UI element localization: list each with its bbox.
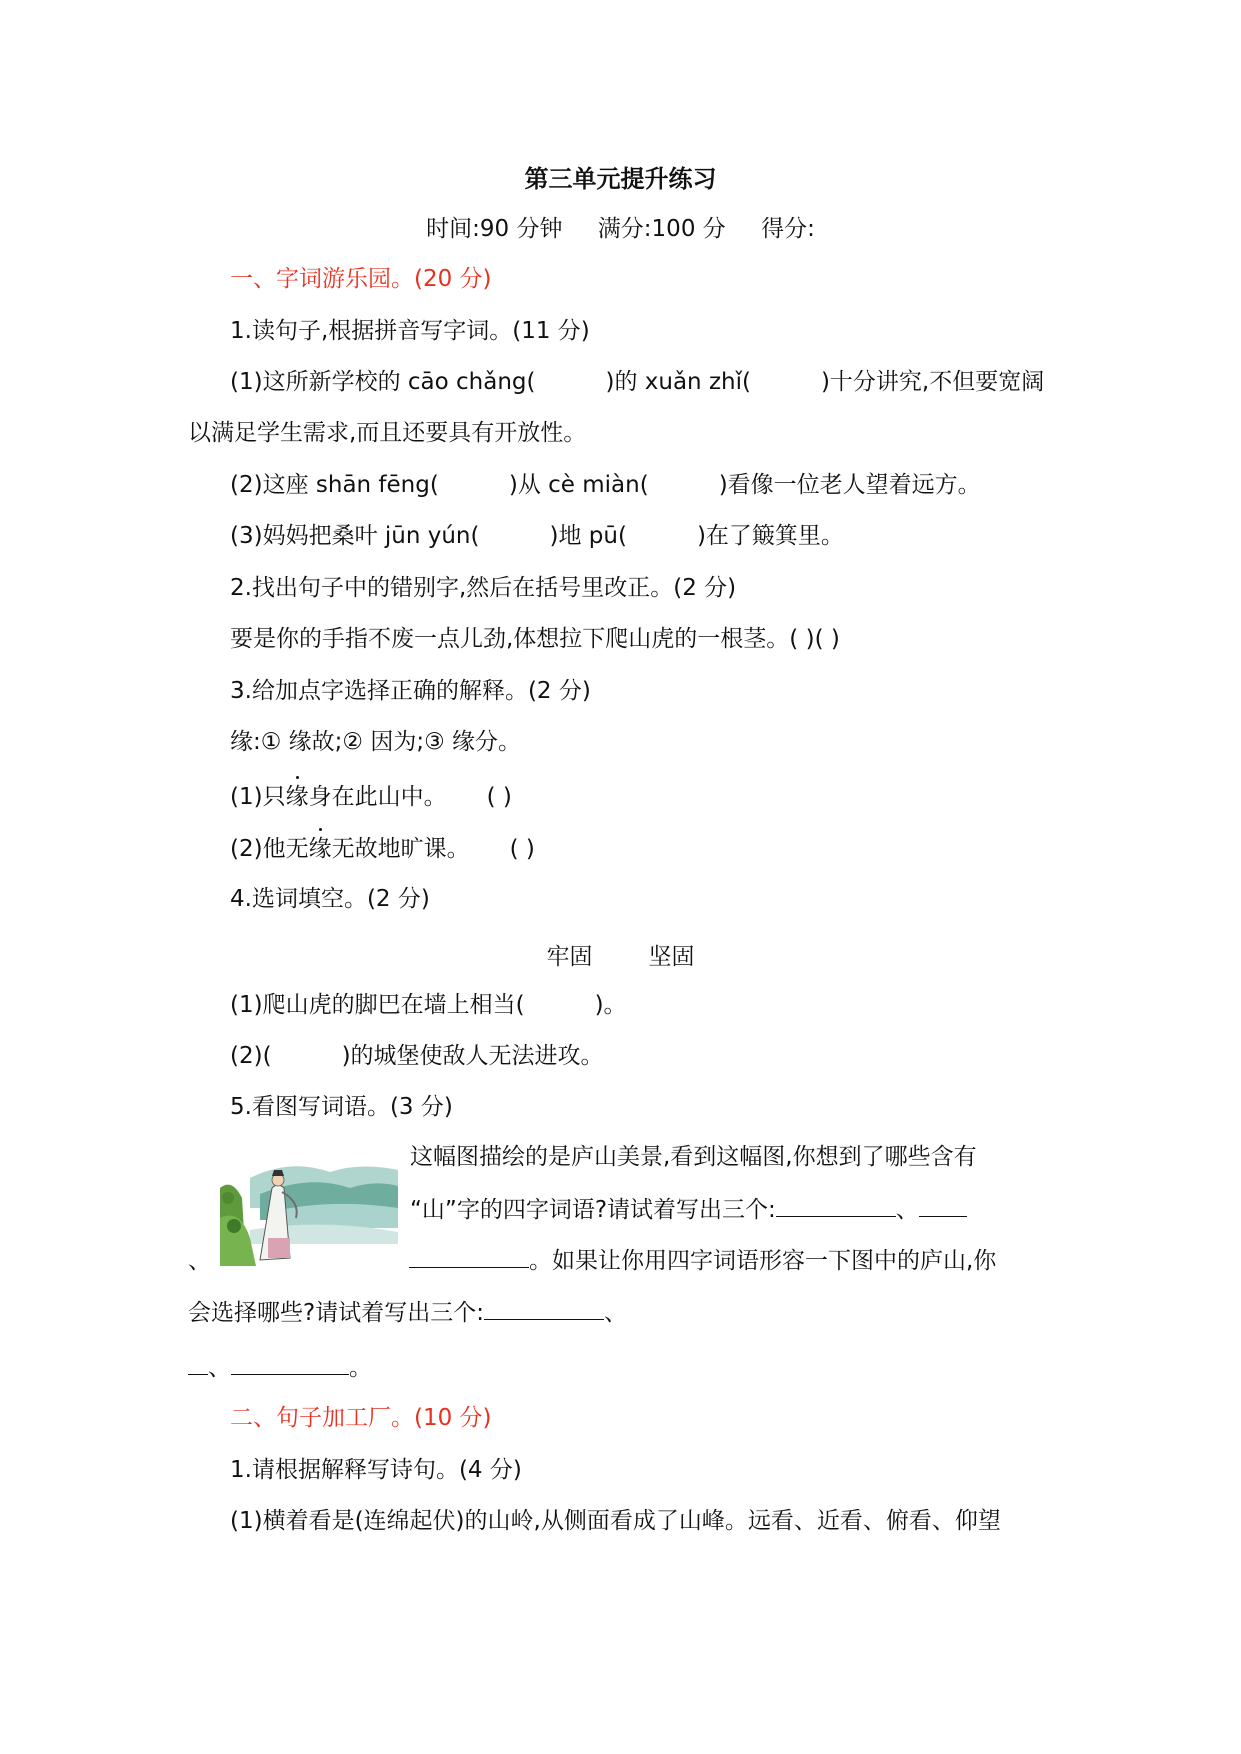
dotted-char: 缘 [308,836,332,862]
q5-text-3: 、 。如果让你用四字词语形容一下图中的庐山,你 [188,1245,996,1276]
q4-word-choices [0,942,1241,972]
section2-q1-stem: 1.请根据解释写诗句。(4 分) [230,1457,522,1483]
page-title: 第三单元提升练习 [524,165,717,193]
q3-item-1: (1)只缘身在此山中。 ( ) [230,784,512,810]
q1-sentence-1: (1)这所新学校的 cāo chǎng( )的 xuǎn zhǐ( )十分讲究,不但要宽阔 [230,369,1045,395]
q5-text-4: 会选择哪些?请试着写出三个: 、 [188,1297,627,1328]
dotted-char: 缘 [285,784,309,810]
q3-stem: 3.给加点字选择正确的解释。(2 分) [230,678,591,704]
q4-stem: 4.选词填空。(2 分) [230,886,430,912]
q1-sentence-2: (2)这座 shān fēng( )从 cè miàn( )看像一位老人望着远方。 [230,472,981,498]
q5-text-1: 这幅图描绘的是庐山美景,看到这幅图,你想到了哪些含有 [410,1144,977,1170]
answer-blank[interactable] [409,1245,529,1268]
section2-q1-sentence-1: (1)横着看是(连绵起伏)的山岭,从侧面看成了山峰。远看、近看、俯看、仰望 [230,1508,1001,1534]
q5-text-2: “山”字的四字词语?请试着写出三个: 、 [410,1194,967,1225]
answer-blank[interactable] [484,1297,604,1320]
q1-sentence-3: (3)妈妈把桑叶 jūn yún( )地 pū( )在了簸箕里。 [230,523,844,549]
q4-sentence-2: (2)( )的城堡使敌人无法进攻。 [230,1043,604,1069]
exam-meta [0,214,1241,244]
answer-blank[interactable] [231,1352,349,1375]
q1-sentence-1-cont: 以满足学生需求,而且还要具有开放性。 [188,420,587,446]
q3-item-2: (2)他无缘无故地旷课。 ( ) [230,836,535,862]
q5-text-5: 、 。 [188,1352,372,1383]
q2-sentence: 要是你的手指不废一点儿劲,体想拉下爬山虎的一根茎。( )( ) [230,626,840,652]
choice-word: 坚固 [648,944,695,970]
score-label: 得分: [761,216,815,242]
section1-heading: 一、字词游乐园。(20 分) [230,266,492,292]
answer-blank[interactable] [919,1194,967,1217]
answer-blank[interactable] [776,1194,896,1217]
full-score-label: 满分:100 分 [597,216,726,242]
choice-word: 牢固 [546,944,593,970]
section2-heading: 二、句子加工厂。(10 分) [230,1405,492,1431]
q3-options: 缘:① 缘故;② 因为;③ 缘分。 [230,729,522,755]
time-label: 时间:90 分钟 [426,216,563,242]
q1-stem: 1.读句子,根据拼音写字词。(11 分) [230,318,590,344]
answer-blank[interactable] [188,1352,208,1375]
q2-stem: 2.找出句子中的错别字,然后在括号里改正。(2 分) [230,575,737,601]
q5-stem: 5.看图写词语。(3 分) [230,1094,453,1120]
q4-sentence-1: (1)爬山虎的脚巴在墙上相当( )。 [230,992,627,1018]
